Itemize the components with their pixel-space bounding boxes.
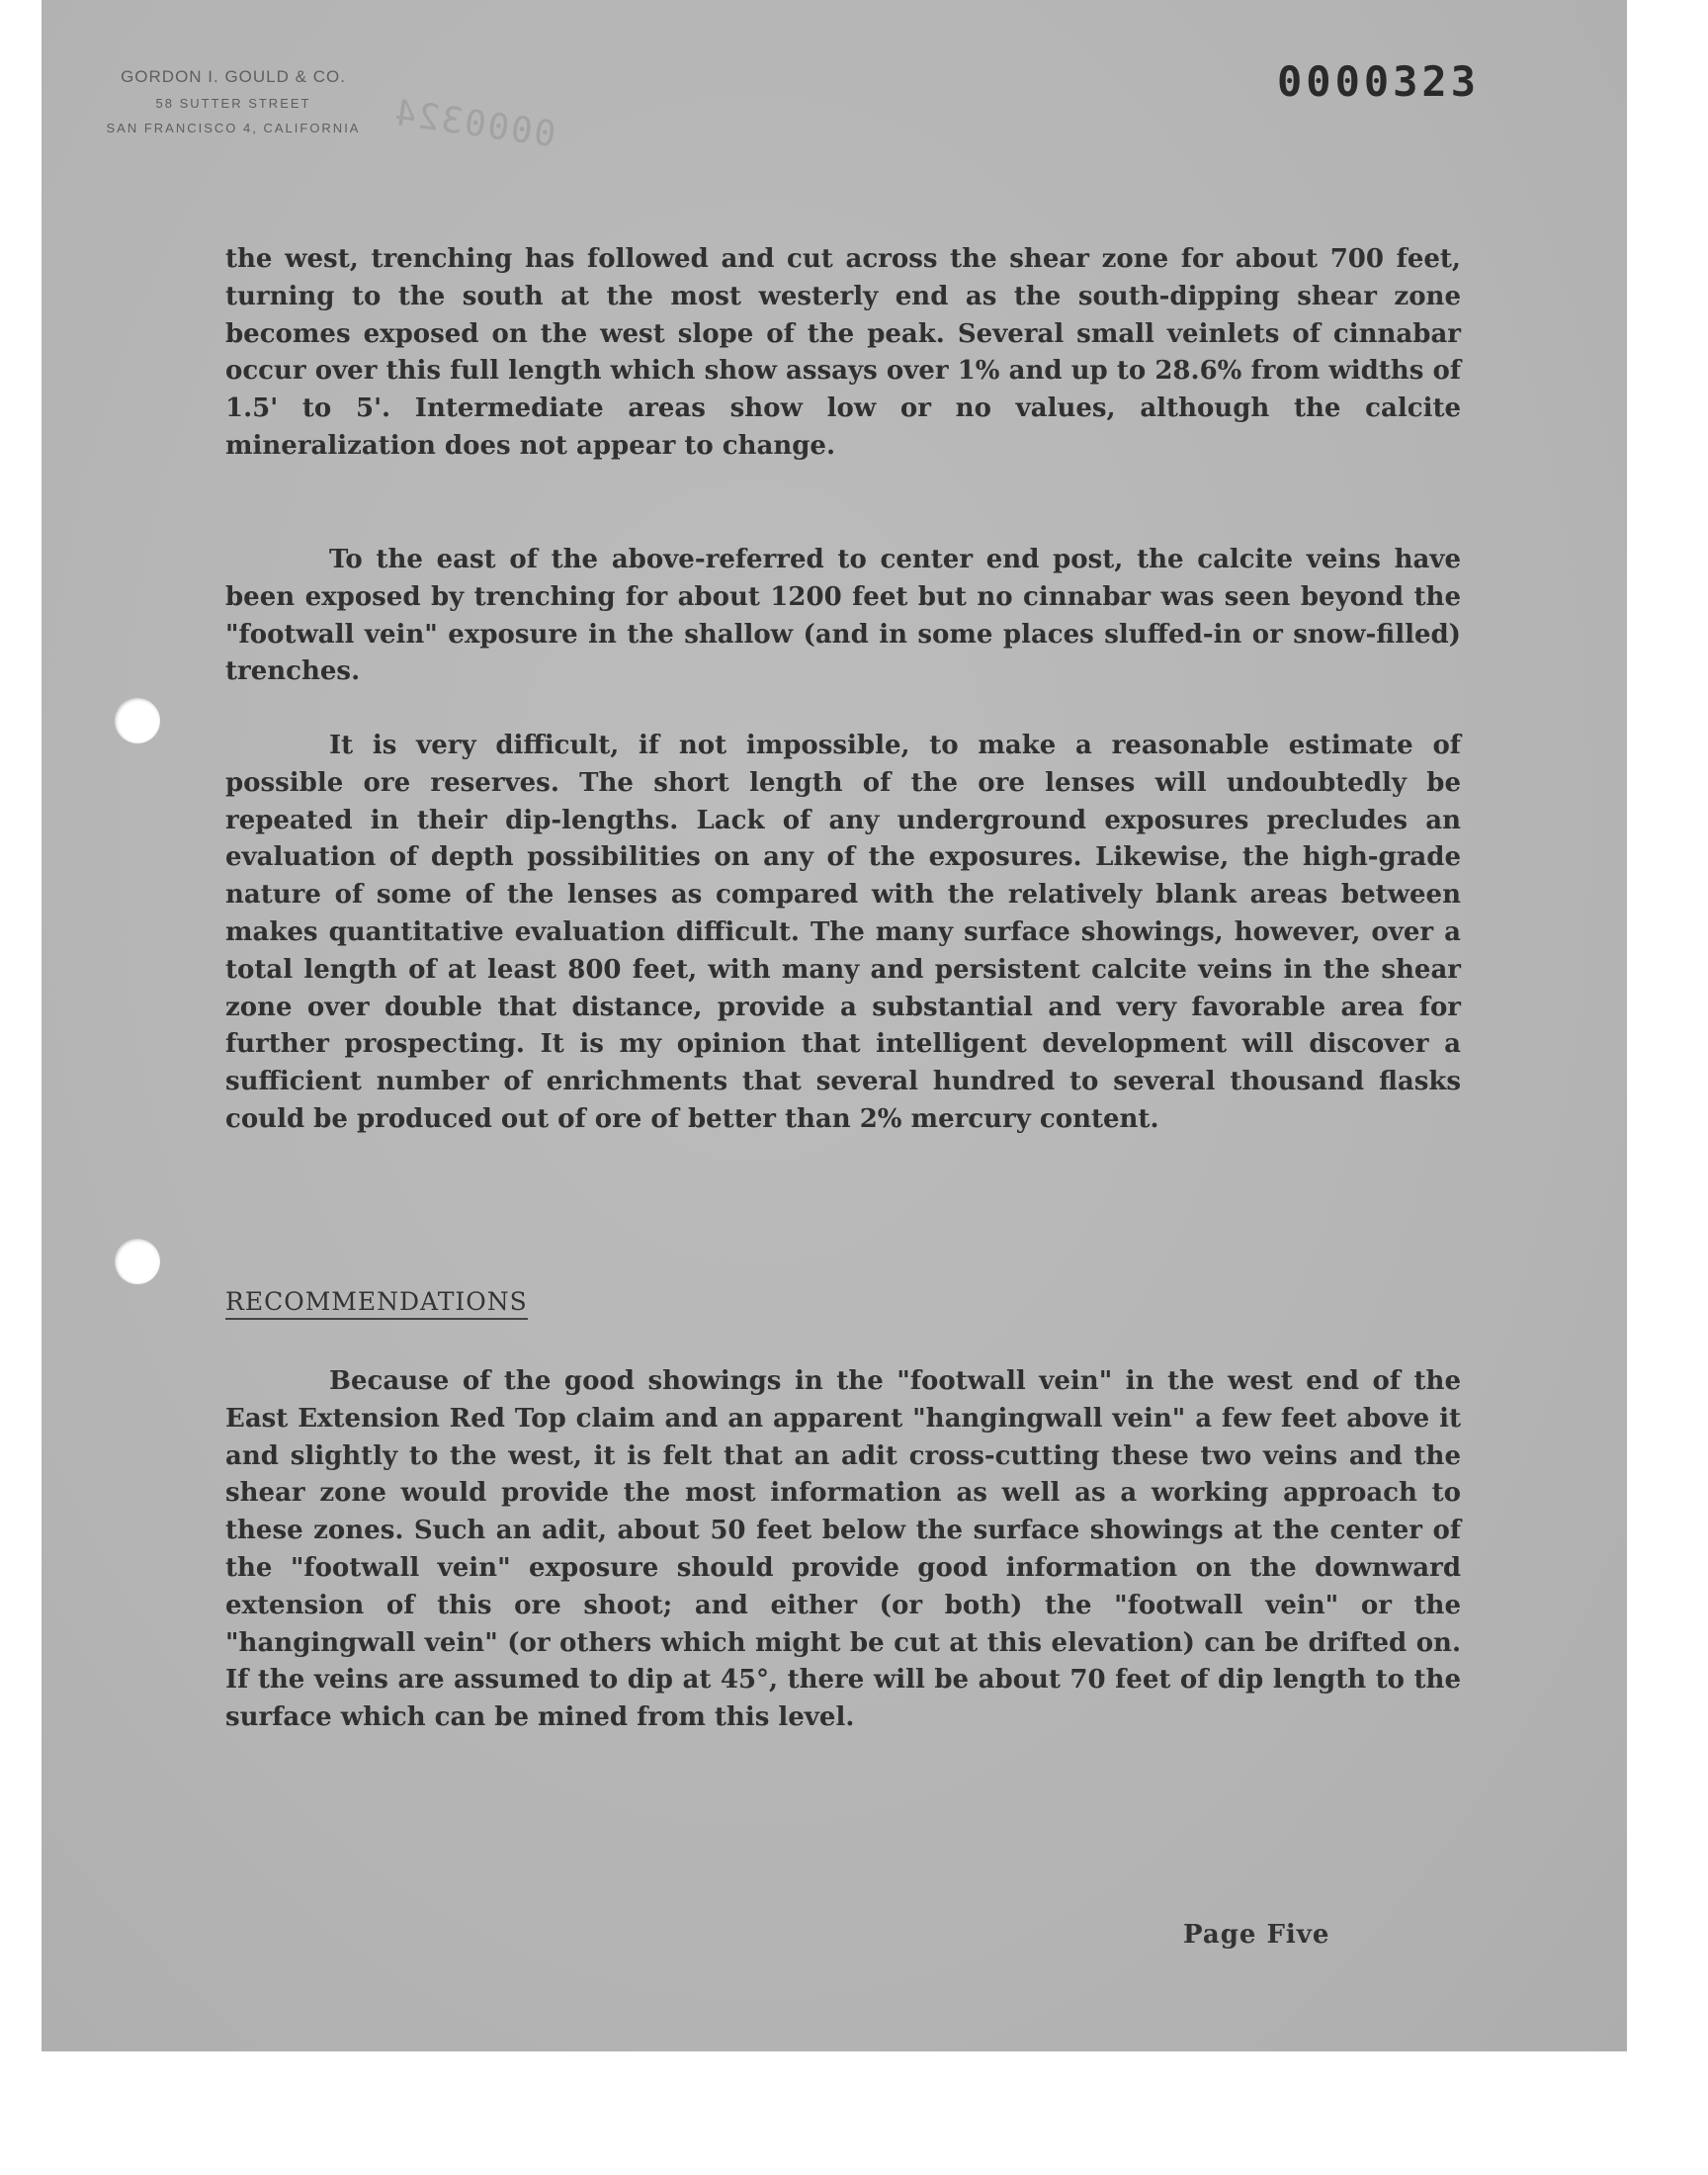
page-number-label: Page Five (1183, 1920, 1330, 1950)
paragraph-4 (225, 1363, 1461, 1737)
punch-hole (115, 1239, 160, 1284)
letterhead (45, 65, 421, 138)
paragraph-1-text: the west, trenching has followed and cut across the shear zone for about 700 feet, turning to the south at the most westerly end as the south-dipping shear zone becomes exposed on the west slope of the peak. Several small veinlets of cinnabar occur over this full length which show assays over 1% and up to 28.6% from widths of 1.5' to 5'. Intermediate areas show low or no values, although the calcite mineralization does not appear to change. (225, 244, 1461, 461)
punch-hole (115, 698, 160, 743)
letterhead-street: 58 SUTTER STREET (155, 96, 311, 111)
document-number: 0000323 (1277, 57, 1481, 106)
section-heading-recommendations: RECOMMENDATIONS (225, 1287, 528, 1320)
paragraph-4-text: Because of the good showings in the "footwall vein" in the west end of the East Extension Red Top claim and an apparent "hangingwall vein" a few feet above it and slightly to the west, it is felt that an adit cross-cutting these two veins and the shear zone would provide the most information as well as a working approach to these zones. Such an adit, about 50 feet below the surface showings at the center of the "footwall vein" exposure should provide good information on the downward extension of this ore shoot; and either (or both) the "footwall vein" or the "hangingwall vein" (or others which might be cut at this elevation) can be drifted on. If the veins are assumed to dip at 45°, there will be about 70 feet of dip length to the surface which can be mined from this level. (225, 1366, 1461, 1733)
paragraph-2-text: To the east of the above-referred to center end post, the calcite veins have been exposed by trenching for about 1200 feet but no cinnabar was seen beyond the "footwall vein" exposure in the shallow (and in some places sluffed-in or snow-filled) trenches. (225, 545, 1461, 687)
paragraph-3-text: It is very difficult, if not impossible, to make a reasonable estimate of possible ore reserves. The short length of the ore lenses will undoubtedly be repeated in their dip-lengths. Lack of any underground exposures precludes an evaluation of depth possibilities on any of the exposures. Likewise, the high-grade nature of some of the lenses as compared with the relatively blank areas between makes quantitative evaluation difficult. The many surface showings, however, over a total length of at least 800 feet, with many and persistent calcite veins in the shear zone over double that distance, provide a substantial and very favorable area for further prospecting. It is my opinion that intelligent development will discover a sufficient number of enrichments that several hundred to several thousand flasks could be produced out of ore of better than 2% mercury content. (225, 731, 1461, 1134)
paragraph-3 (225, 728, 1461, 1139)
paragraph-1 (225, 241, 1461, 466)
ghost-stamp-number: 0000324 (389, 92, 558, 156)
letterhead-company: GORDON I. GOULD & CO. (121, 67, 346, 86)
document-page (42, 0, 1627, 2051)
paragraph-2 (225, 542, 1461, 691)
letterhead-city: SAN FRANCISCO 4, CALIFORNIA (106, 121, 361, 135)
